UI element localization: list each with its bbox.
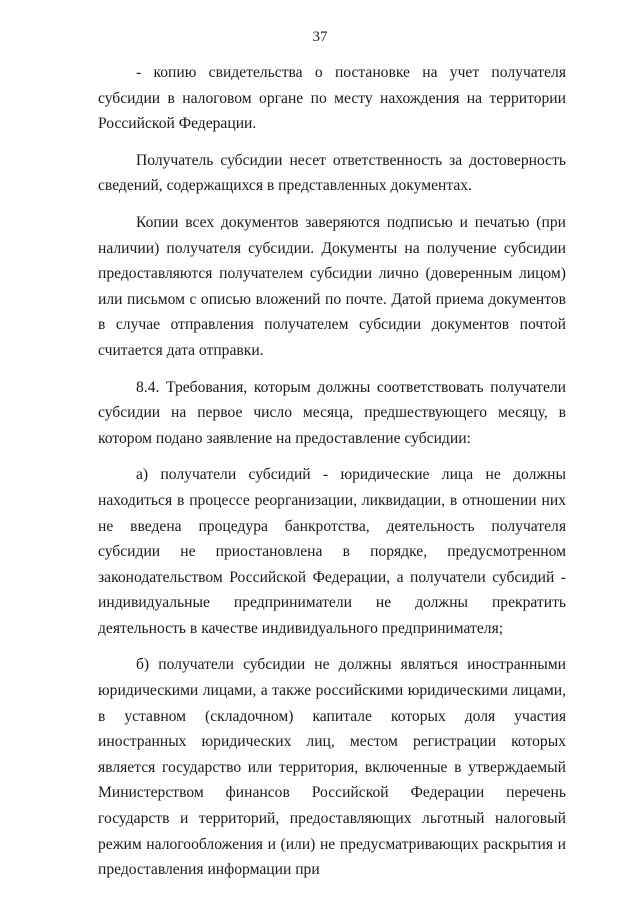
paragraph-item-b: б) получатели субсидии не должны являться иностранными юридическими лицами, а также российскими юридическими лицами, в уставном (складочном) капитале которых доля участия иностранных юридических лиц, местом регистрации которых является государство или территория, включенные в утверждаемый Министерством финансов Российской Федерации перечень государств и территорий, предоставляющих льготный налоговый режим налогообложения и (или) не предусматривающих раскрытия и предоставления информации при	[98, 656, 566, 879]
paragraph-document-copies: Копии всех документов заверяются подписью и печатью (при наличии) получателя субсидии. Документы на получение субсидии предоставляются получателем субсидии лично (доверенным лицом) или письмом с описью вложений по почте. Датой приема документов в случае отправления получателем субсидии документов почтой считается дата отправки.	[98, 213, 566, 359]
paragraph-responsibility: Получатель субсидии несет ответственность за достоверность сведений, содержащихся в представленных документах.	[98, 151, 566, 195]
paragraph-item-a: а) получатели субсидий - юридические лица не должны находиться в процессе реорганизации, ликвидации, в отношении них не введена процедура банкротства, деятельность получателя субсидии не приостановлена в порядке, предусмотренном законодательством Российской Федерации, а получатели субсидий - индивидуальные предприниматели не должны прекратить деятельность в качестве индивидуального предпринимателя;	[98, 466, 566, 637]
paragraph-requirements-8-4: 8.4. Требования, которым должны соответствовать получатели субсидии на первое число месяца, предшествующего месяцу, в котором подано заявление на предоставление субсидии:	[98, 378, 566, 447]
document-body	[98, 60, 566, 883]
page-number: 37	[312, 29, 328, 45]
paragraph-certificate-copy: - копию свидетельства о постановке на учет получателя субсидии в налоговом органе по месту нахождения на территории Российской Федерации.	[98, 64, 566, 133]
